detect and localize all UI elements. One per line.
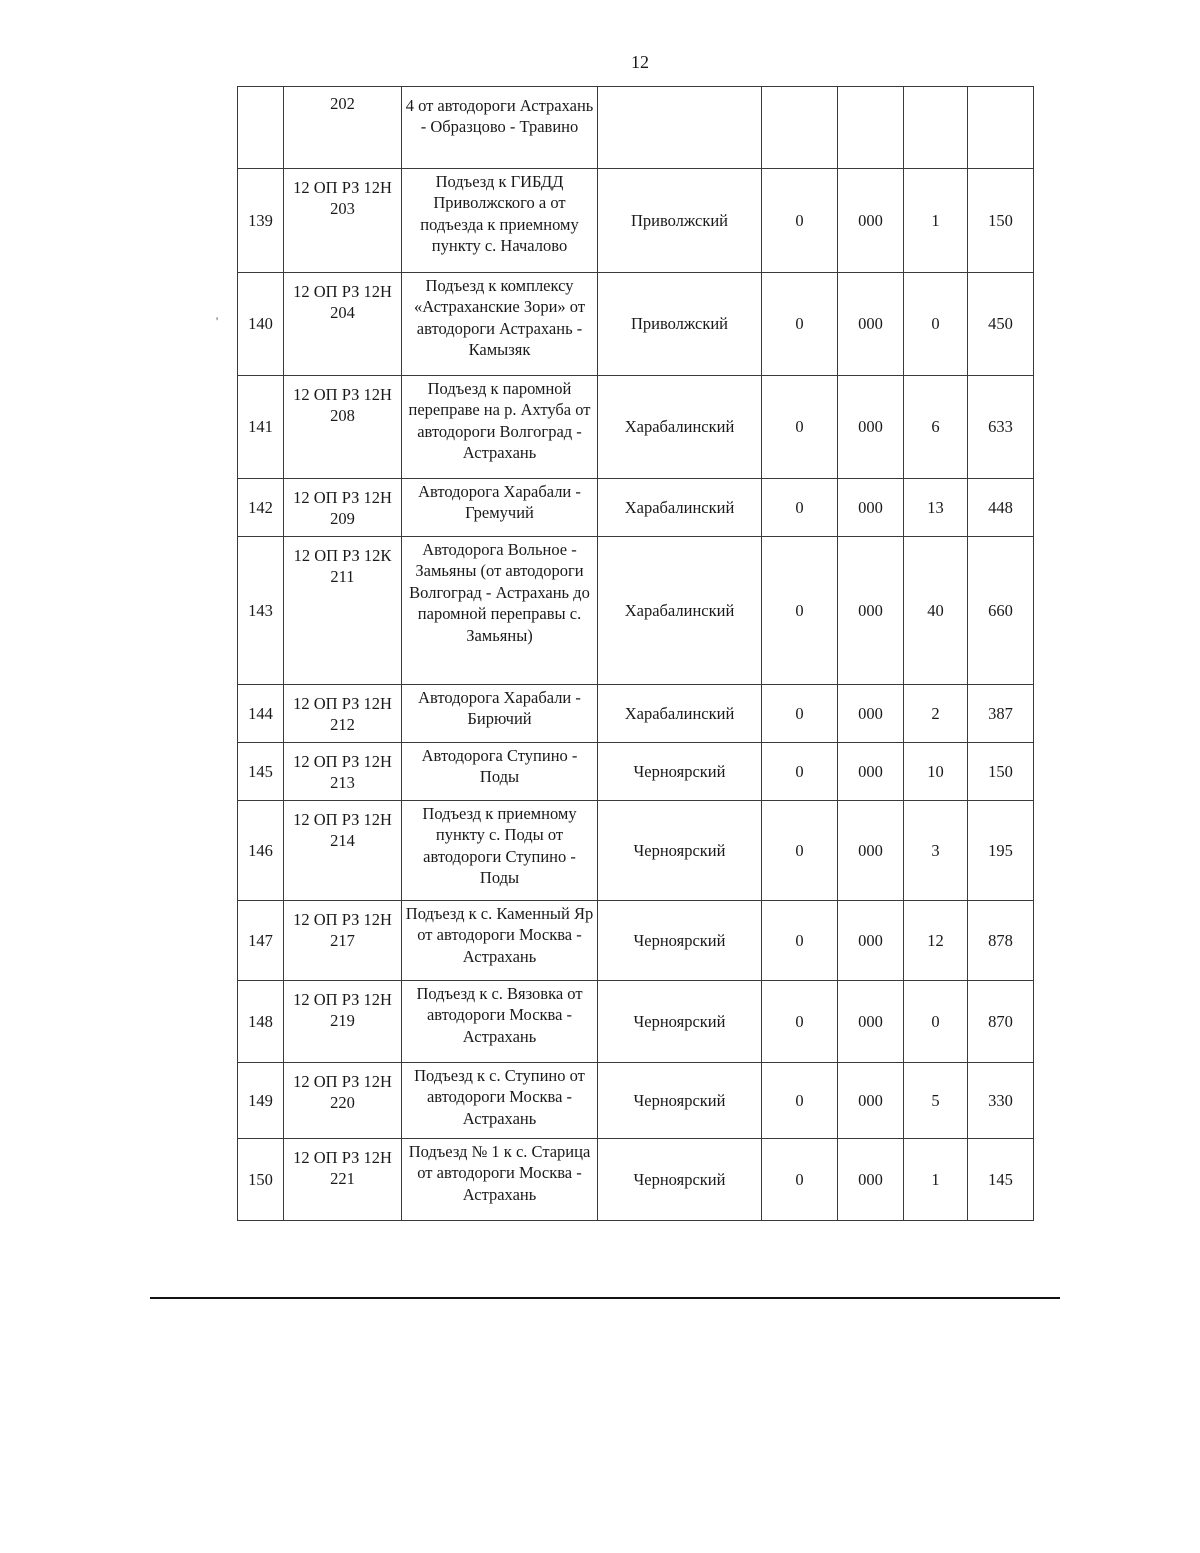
cell-d: 330 (968, 1063, 1034, 1139)
cell-c: 13 (904, 479, 968, 537)
page-number: 12 (631, 52, 649, 72)
cell-name: Подъезд к приемному пункту с. Поды от автодороги Ступино - Поды (402, 801, 598, 901)
cell-name: Автодорога Харабали - Бирючий (402, 685, 598, 743)
cell-num: 146 (238, 801, 284, 901)
cell-d: 387 (968, 685, 1034, 743)
cell-code: 12 ОП РЗ 12Н 208 (284, 376, 402, 479)
cell-num: 142 (238, 479, 284, 537)
cell-code: 12 ОП РЗ 12Н 204 (284, 273, 402, 376)
cell-code: 12 ОП РЗ 12Н 203 (284, 169, 402, 273)
cell-num: 148 (238, 981, 284, 1063)
cell-a: 0 (762, 1139, 838, 1221)
cell-district: Приволжский (598, 273, 762, 376)
cell-c: 40 (904, 537, 968, 685)
cell-district: Харабалинский (598, 479, 762, 537)
cell-district: Приволжский (598, 169, 762, 273)
table-row (238, 1063, 1034, 1139)
cell-code: 12 ОП РЗ 12Н 213 (284, 743, 402, 801)
cell-name: 4 от автодороги Астрахань - Образцово - Травино (402, 87, 598, 169)
cell-name: Автодорога Харабали - Гремучий (402, 479, 598, 537)
cell-b: 000 (838, 901, 904, 981)
cell-name: Подъезд к с. Ступино от автодороги Москва - Астрахань (402, 1063, 598, 1139)
cell-district: Черноярский (598, 743, 762, 801)
cell-b: 000 (838, 1063, 904, 1139)
cell-c: 0 (904, 981, 968, 1063)
cell-num: 143 (238, 537, 284, 685)
cell-b: 000 (838, 537, 904, 685)
table-row (238, 743, 1034, 801)
cell-b: 000 (838, 273, 904, 376)
cell-num: 149 (238, 1063, 284, 1139)
cell-district: Харабалинский (598, 537, 762, 685)
cell-code: 12 ОП РЗ 12Н 214 (284, 801, 402, 901)
cell-d: 660 (968, 537, 1034, 685)
cell-c (904, 87, 968, 169)
cell-name: Подъезд к паромной переправе на р. Ахтуба от автодороги Волгоград - Астрахань (402, 376, 598, 479)
roads-table (237, 86, 1034, 1221)
table-row (238, 685, 1034, 743)
cell-d: 633 (968, 376, 1034, 479)
cell-d: 870 (968, 981, 1034, 1063)
cell-c: 0 (904, 273, 968, 376)
bottom-rule (150, 1297, 1060, 1299)
cell-code: 12 ОП РЗ 12Н 219 (284, 981, 402, 1063)
table-row (238, 981, 1034, 1063)
table-row (238, 801, 1034, 901)
cell-c: 6 (904, 376, 968, 479)
cell-name: Подъезд к ГИБДД Приволжского а от подъезда к приемному пункту с. Началово (402, 169, 598, 273)
cell-num: 141 (238, 376, 284, 479)
cell-name: Подъезд к с. Каменный Яр от автодороги Москва - Астрахань (402, 901, 598, 981)
cell-a: 0 (762, 479, 838, 537)
cell-code: 12 ОП РЗ 12Н 212 (284, 685, 402, 743)
cell-b: 000 (838, 479, 904, 537)
table-row (238, 537, 1034, 685)
cell-code: 12 ОП РЗ 12К 211 (284, 537, 402, 685)
cell-num: 144 (238, 685, 284, 743)
cell-d (968, 87, 1034, 169)
cell-code: 202 (284, 87, 402, 169)
cell-district: Черноярский (598, 1063, 762, 1139)
table-row (238, 273, 1034, 376)
table-row (238, 376, 1034, 479)
cell-name: Подъезд к с. Вязовка от автодороги Москва - Астрахань (402, 981, 598, 1063)
table-row (238, 901, 1034, 981)
cell-d: 150 (968, 169, 1034, 273)
cell-num: 147 (238, 901, 284, 981)
cell-num: 150 (238, 1139, 284, 1221)
cell-d: 145 (968, 1139, 1034, 1221)
cell-num: 140 (238, 273, 284, 376)
cell-b: 000 (838, 376, 904, 479)
cell-code: 12 ОП РЗ 12Н 221 (284, 1139, 402, 1221)
cell-a: 0 (762, 801, 838, 901)
cell-code: 12 ОП РЗ 12Н 220 (284, 1063, 402, 1139)
cell-a: 0 (762, 376, 838, 479)
cell-a: 0 (762, 901, 838, 981)
cell-district: Черноярский (598, 1139, 762, 1221)
cell-c: 10 (904, 743, 968, 801)
cell-c: 5 (904, 1063, 968, 1139)
cell-a: 0 (762, 981, 838, 1063)
cell-a: 0 (762, 1063, 838, 1139)
cell-name: Подъезд к комплексу «Астраханские Зори» от автодороги Астрахань - Камызяк (402, 273, 598, 376)
cell-a: 0 (762, 537, 838, 685)
cell-c: 3 (904, 801, 968, 901)
cell-d: 448 (968, 479, 1034, 537)
cell-b: 000 (838, 743, 904, 801)
cell-name: Подъезд № 1 к с. Старица от автодороги Москва - Астрахань (402, 1139, 598, 1221)
cell-district (598, 87, 762, 169)
cell-b: 000 (838, 169, 904, 273)
cell-d: 878 (968, 901, 1034, 981)
stray-mark: ' (216, 314, 219, 328)
table-row (238, 169, 1034, 273)
cell-a: 0 (762, 743, 838, 801)
cell-c: 12 (904, 901, 968, 981)
cell-name: Автодорога Вольное - Замьяны (от автодороги Волгоград - Астрахань до паромной переправы с. Замьяны) (402, 537, 598, 685)
cell-a: 0 (762, 685, 838, 743)
cell-code: 12 ОП РЗ 12Н 209 (284, 479, 402, 537)
cell-c: 2 (904, 685, 968, 743)
cell-num: 139 (238, 169, 284, 273)
cell-b (838, 87, 904, 169)
cell-district: Харабалинский (598, 685, 762, 743)
table-row (238, 1139, 1034, 1221)
cell-d: 450 (968, 273, 1034, 376)
cell-district: Черноярский (598, 801, 762, 901)
cell-district: Черноярский (598, 901, 762, 981)
cell-name: Автодорога Ступино - Поды (402, 743, 598, 801)
table-row-continuation (238, 87, 1034, 169)
cell-b: 000 (838, 981, 904, 1063)
cell-num (238, 87, 284, 169)
cell-c: 1 (904, 169, 968, 273)
cell-b: 000 (838, 801, 904, 901)
cell-b: 000 (838, 685, 904, 743)
cell-a (762, 87, 838, 169)
cell-district: Черноярский (598, 981, 762, 1063)
cell-a: 0 (762, 273, 838, 376)
cell-code: 12 ОП РЗ 12Н 217 (284, 901, 402, 981)
cell-c: 1 (904, 1139, 968, 1221)
cell-d: 150 (968, 743, 1034, 801)
cell-num: 145 (238, 743, 284, 801)
roads-table-body (238, 87, 1034, 1221)
table-row (238, 479, 1034, 537)
cell-b: 000 (838, 1139, 904, 1221)
cell-district: Харабалинский (598, 376, 762, 479)
cell-d: 195 (968, 801, 1034, 901)
cell-a: 0 (762, 169, 838, 273)
